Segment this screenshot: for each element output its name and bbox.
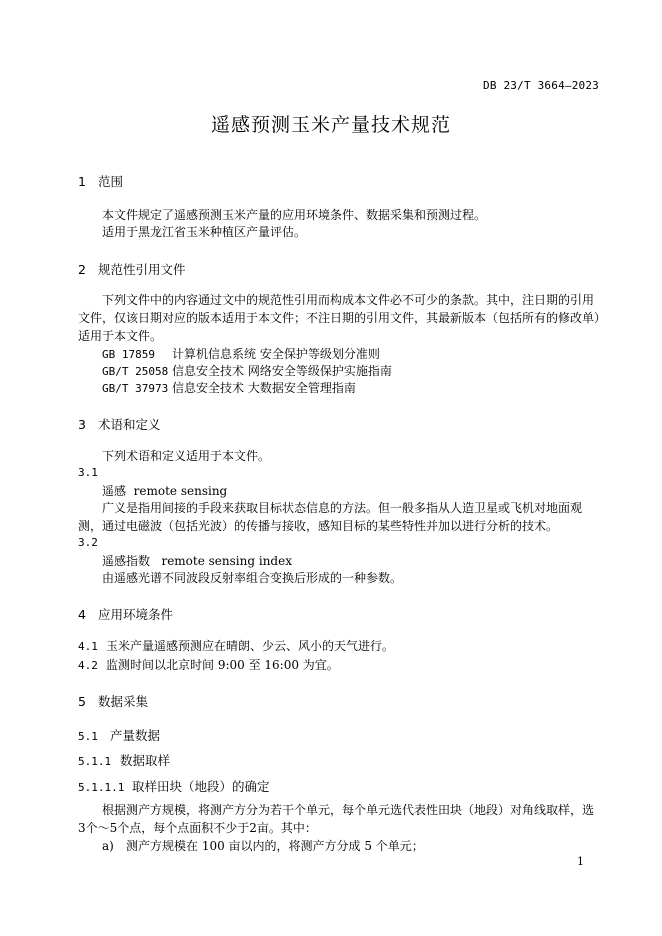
section-4-heading [78, 605, 173, 623]
section-2-heading [78, 260, 186, 278]
subsection-heading [78, 726, 160, 744]
clause-text: 玉米产量遥感预测应在晴朗、少云、风小的天气进行。 [106, 639, 395, 653]
clause-item [78, 637, 394, 656]
term-definition: 由遥感光谱不同波段反射率组合变换后形成的一种参数。 [102, 571, 403, 585]
term-name [102, 482, 227, 500]
reference-code: GB/T 25058 [102, 365, 169, 378]
section-number: 2 [78, 262, 86, 277]
clause-number: 4.1 [78, 640, 98, 653]
section-number: 3 [78, 417, 86, 432]
subsection-title: 数据取样 [120, 753, 171, 768]
reference-title: 计算机信息系统 安全保护等级划分准则 [172, 347, 380, 361]
reference-title: 信息安全技术 大数据安全管理指南 [172, 381, 356, 395]
section-number: 4 [78, 607, 86, 622]
subsection-number: 5.1 [78, 730, 98, 743]
term-name [102, 552, 292, 570]
subsection-title: 产量数据 [110, 728, 161, 743]
paragraph: 下列文件中的内容通过文中的规范性引用而构成本文件必不可少的条款。其中，注日期的引用文件，仅该日期对应的版本适用于本文件；不注日期的引用文件，其最新版本（包括所有的修改单）适用于本文件。 [78, 293, 601, 343]
term-chinese: 遥感指数 [102, 554, 151, 568]
section-5-heading [78, 692, 148, 710]
term-number: 3.1 [78, 466, 98, 479]
paragraph: 根据测产方规模，将测产方分为若干个单元，每个单元选代表性田块（地段）对角线取样，选3个～5个点，每个点面积不少于2亩。其中： [78, 803, 595, 835]
term-chinese: 遥感 [102, 484, 127, 498]
subsection-number: 5.1.1.1 [78, 781, 125, 794]
paragraph: 下列术语和定义适用于本文件。 [102, 449, 271, 463]
paragraph: 适用于黑龙江省玉米种植区产量评估。 [102, 225, 307, 239]
list-marker: a) [102, 839, 114, 853]
term-english: remote sensing index [161, 554, 292, 568]
subsection-number: 5.1.1 [78, 755, 112, 768]
clause-text: 监测时间以北京时间 9:00 至 16:00 为宜。 [106, 658, 339, 672]
reference-item [102, 379, 356, 398]
section-number: 1 [78, 174, 86, 189]
term-number: 3.2 [78, 536, 98, 549]
subsection-title: 取样田块（地段）的确定 [132, 779, 270, 794]
paragraph: 本文件规定了遥感预测玉米产量的应用环境条件、数据采集和预测过程。 [102, 208, 487, 222]
document-title: 遥感预测玉米产量技术规范 [210, 114, 451, 136]
section-3-heading [78, 415, 161, 433]
term-english: remote sensing [133, 484, 228, 498]
reference-title: 信息安全技术 网络安全等级保护实施指南 [172, 364, 392, 378]
subsection-heading [78, 777, 270, 795]
section-title: 规范性引用文件 [98, 262, 186, 277]
subsection-heading [78, 751, 170, 769]
reference-code: GB 17859 [102, 348, 155, 361]
term-definition: 广义是指用间接的手段来获取目标状态信息的方法。但一般多指从人造卫星或飞机对地面观测，通过电磁波（包括光波）的传播与接收，感知目标的某些特性并加以进行分析的技术。 [78, 501, 583, 533]
section-title: 术语和定义 [98, 417, 161, 432]
clause-item [78, 656, 339, 675]
section-title: 数据采集 [98, 694, 149, 709]
reference-code: GB/T 37973 [102, 382, 169, 395]
page-number: 1 [577, 855, 584, 868]
list-text: 测产方规模在 100 亩以内的，将测产方分成 5 个单元； [126, 839, 424, 853]
clause-number: 4.2 [78, 659, 98, 672]
section-1-heading [78, 172, 123, 190]
section-title: 范围 [98, 174, 124, 189]
standard-number: DB 23/T 3664—2023 [483, 79, 599, 92]
list-item [102, 837, 424, 855]
section-number: 5 [78, 694, 86, 709]
section-title: 应用环境条件 [98, 607, 174, 622]
